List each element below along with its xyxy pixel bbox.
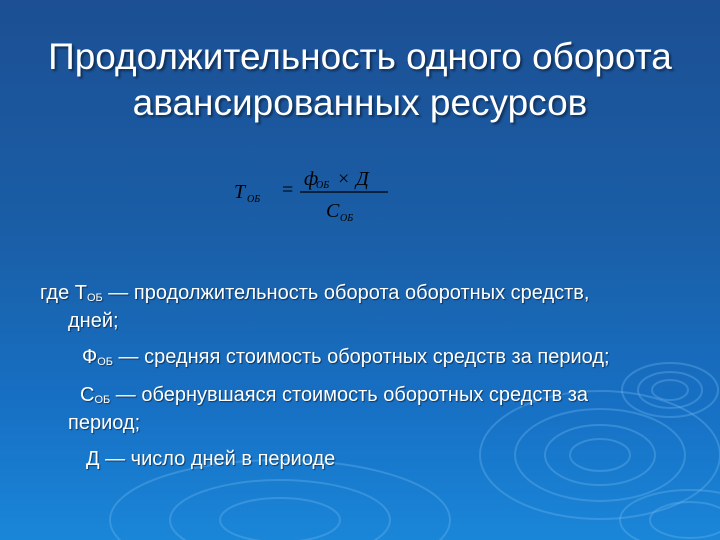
- definition-d: Д — число дней в периоде: [86, 448, 336, 470]
- definition-f: [82, 346, 610, 369]
- definition-c-continuation: период;: [68, 412, 141, 434]
- definition-t-continuation: дней;: [68, 310, 119, 332]
- formula-lhs-sub: ОБ: [247, 194, 261, 205]
- slide-title-line2: авансированных ресурсов: [132, 82, 588, 123]
- definition-t-sub: ОБ: [86, 292, 103, 304]
- formula-times: ×: [338, 168, 350, 190]
- definition-c-symbol: С: [80, 384, 95, 406]
- formula-num-days: Д: [356, 168, 369, 190]
- definition-c-text: — обернувшаяся стоимость оборотных средств за: [110, 384, 588, 406]
- definition-c-sub: ОБ: [94, 394, 111, 406]
- slide-title: [20, 34, 700, 126]
- formula-equals: =: [282, 179, 294, 201]
- definition-f-symbol: Ф: [82, 346, 98, 368]
- definition-t-text: — продолжительность оборота оборотных средств,: [102, 282, 590, 304]
- formula-num-symbol: ф: [304, 168, 319, 190]
- formula-den-sub: ОБ: [340, 213, 354, 224]
- definition-c: [80, 384, 588, 407]
- definition-f-sub: ОБ: [97, 356, 113, 368]
- definition-f-text: — средняя стоимость оборотных средств за период;: [113, 346, 610, 368]
- turnover-formula: [228, 160, 428, 230]
- definition-t: [40, 282, 589, 305]
- definition-t-prefix: где Т: [40, 282, 87, 304]
- formula-lhs-symbol: Т: [234, 181, 246, 203]
- formula-num-sub: ОБ: [316, 180, 330, 191]
- slide-title-line1: Продолжительность одного оборота: [48, 36, 672, 77]
- formula-den-symbol: С: [326, 200, 340, 222]
